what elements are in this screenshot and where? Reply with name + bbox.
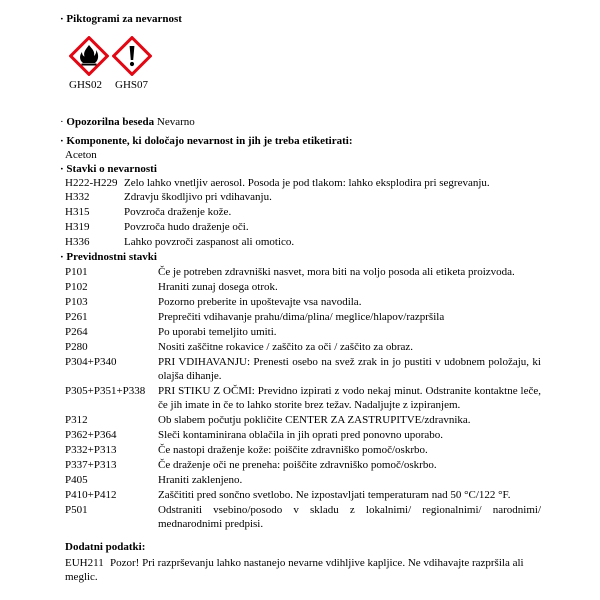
components-heading bbox=[60, 134, 353, 148]
bullet: · bbox=[60, 116, 64, 128]
precaution-code: P312 bbox=[65, 414, 88, 426]
bullet: · bbox=[60, 135, 64, 147]
precaution-text: Hraniti zaklenjeno. bbox=[158, 474, 243, 486]
precaution-code: P332+P313 bbox=[65, 444, 117, 456]
pictograms-title: Piktogrami za nevarnost bbox=[66, 13, 182, 25]
hazard-code: H332 bbox=[65, 191, 90, 203]
precaution-text: Po uporabi temeljito umiti. bbox=[158, 326, 277, 338]
hazard-text: Povzroča hudo draženje oči. bbox=[124, 221, 249, 233]
precaution-text: Odstraniti vsebino/posodo v skladu z lokalnimi/ regionalnimi/ narodnimi/ mednarodnimi predpisi. bbox=[158, 504, 541, 530]
hazard-heading bbox=[60, 162, 157, 176]
components-value: Aceton bbox=[65, 149, 97, 161]
ghs07-label: GHS07 bbox=[115, 79, 149, 91]
precaution-code: P103 bbox=[65, 296, 88, 308]
precaution-code: P305+P351+P338 bbox=[65, 385, 146, 397]
precaution-text: Če je potreben zdravniški nasvet, mora biti na voljo posoda ali etiketa proizvoda. bbox=[158, 266, 515, 278]
signal-word bbox=[60, 115, 195, 129]
additional-heading: Dodatni podatki: bbox=[65, 541, 146, 553]
signal-word-label: Opozorilna beseda bbox=[66, 116, 155, 128]
precaution-text: Pozorno preberite in upoštevajte vsa navodila. bbox=[158, 296, 362, 308]
precaution-code: P261 bbox=[65, 311, 88, 323]
precaution-text: Sleči kontaminirana oblačila in jih oprati pred ponovno uporabo. bbox=[158, 429, 444, 441]
precaution-text: Ob slabem počutju pokličite CENTER ZA ZASTRUPITVE/zdravnika. bbox=[158, 414, 471, 426]
hazard-code: H319 bbox=[65, 221, 90, 233]
precaution-code: P304+P340 bbox=[65, 356, 117, 368]
precaution-code: P102 bbox=[65, 281, 88, 293]
ghs02-flame-pictogram bbox=[69, 36, 109, 76]
hazard-text: Zdravju škodljivo pri vdihavanju. bbox=[124, 191, 272, 203]
pictograms-heading bbox=[60, 12, 182, 26]
precaution-title: Previdnostni stavki bbox=[66, 251, 157, 263]
precaution-text: Hraniti zunaj dosega otrok. bbox=[158, 281, 278, 293]
precaution-text: Če draženje oči ne preneha: poiščite zdravniško pomoč/oskrbo. bbox=[158, 459, 437, 471]
additional-text bbox=[65, 556, 550, 584]
hazard-code: H336 bbox=[65, 236, 90, 248]
precaution-text: Zaščititi pred sončno svetlobo. Ne izpostavljati temperaturam nad 50 °C/122 °F. bbox=[158, 489, 511, 501]
bullet: · bbox=[60, 13, 64, 25]
components-title: Komponente, ki določajo nevarnost in jih je treba etiketirati: bbox=[66, 135, 353, 147]
precaution-text: PRI VDIHAVANJU: Prenesti osebo na svež zrak in jo pustiti v udobnem položaju, ki olajša dihanje. bbox=[158, 356, 541, 382]
ghs02-label: GHS02 bbox=[69, 79, 103, 91]
precaution-heading bbox=[60, 250, 157, 264]
additional-code: EUH211 bbox=[65, 557, 104, 569]
precaution-text: PRI STIKU Z OČMI: Previdno izpirati z vodo nekaj minut. Odstranite kontaktne leče, če jih imate in če to lahko storite brez težav. Nadaljujte z izpiranjem. bbox=[158, 385, 541, 411]
precaution-code: P280 bbox=[65, 341, 88, 353]
ghs07-exclamation-pictogram bbox=[112, 36, 152, 76]
hazard-code: H222-H229 bbox=[65, 177, 118, 189]
precaution-code: P410+P412 bbox=[65, 489, 117, 501]
precaution-code: P337+P313 bbox=[65, 459, 117, 471]
precaution-code: P362+P364 bbox=[65, 429, 117, 441]
precaution-text: Preprečiti vdihavanje prahu/dima/plina/ meglice/hlapov/razpršila bbox=[158, 311, 445, 323]
precaution-text: Če nastopi draženje kože: poiščite zdravniško pomoč/oskrbo. bbox=[158, 444, 428, 456]
hazard-text: Lahko povzroči zaspanost ali omotico. bbox=[124, 236, 295, 248]
bullet: · bbox=[60, 251, 64, 263]
precaution-text: Nositi zaščitne rokavice / zaščito za oči / zaščito za obraz. bbox=[158, 341, 414, 353]
additional-text-content: Pozor! Pri razprševanju lahko nastanejo nevarne vdihljive kapljice. Ne vdihavajte razpršila ali meglic. bbox=[65, 557, 524, 583]
hazard-title: Stavki o nevarnosti bbox=[66, 163, 157, 175]
bullet: · bbox=[60, 163, 64, 175]
precaution-code: P501 bbox=[65, 504, 88, 516]
signal-word-value: Nevarno bbox=[156, 116, 195, 128]
hazard-code: H315 bbox=[65, 206, 90, 218]
hazard-text: Zelo lahko vnetljiv aerosol. Posoda je pod tlakom: lahko eksplodira pri segrevanju. bbox=[124, 177, 490, 189]
precaution-code: P264 bbox=[65, 326, 88, 338]
precaution-code: P405 bbox=[65, 474, 88, 486]
precaution-code: P101 bbox=[65, 266, 88, 278]
hazard-text: Povzroča draženje kože. bbox=[124, 206, 232, 218]
